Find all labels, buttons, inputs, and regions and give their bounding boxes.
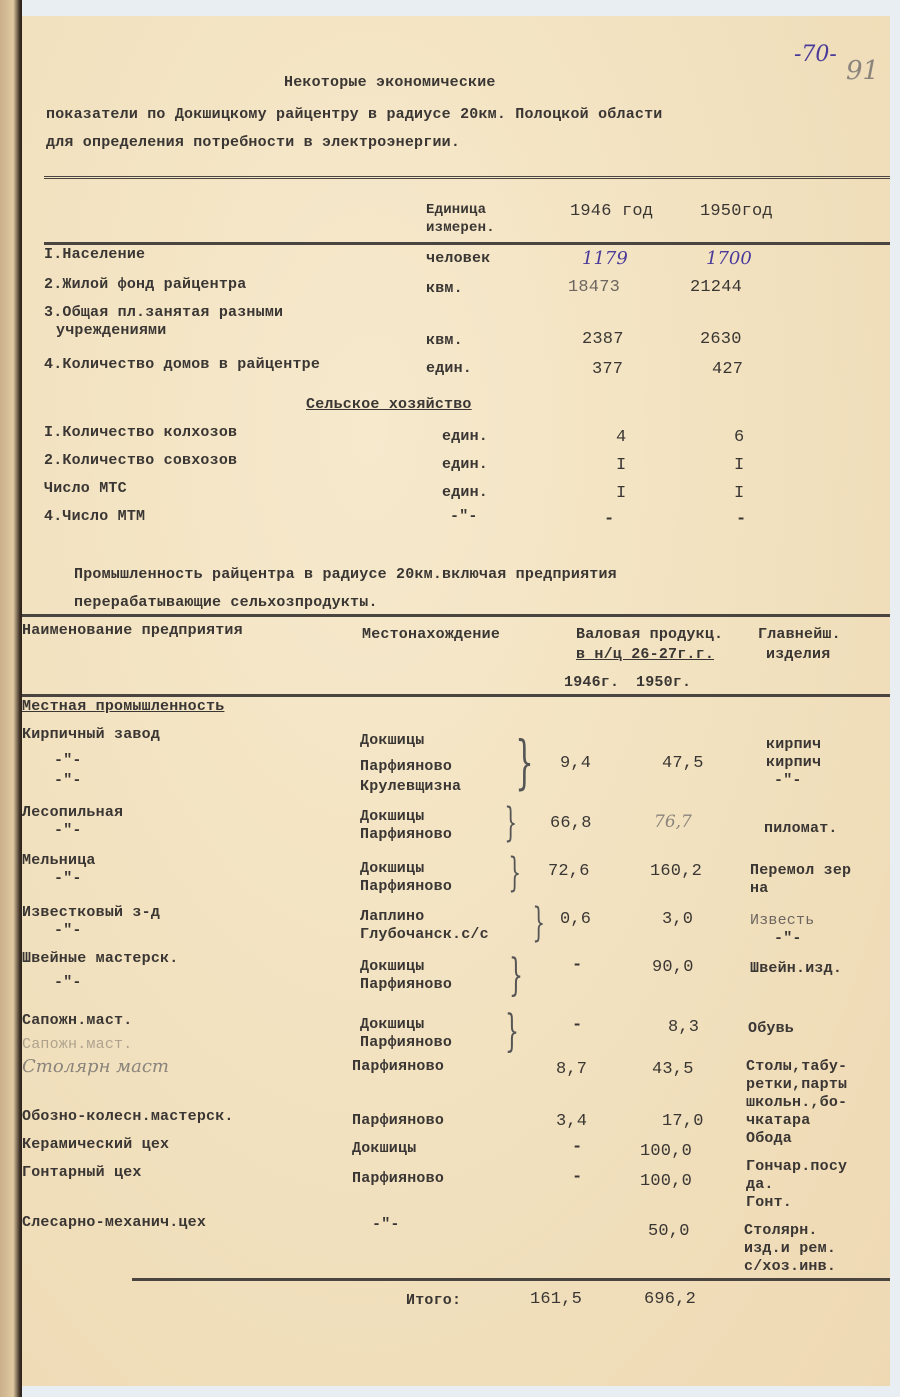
total-1946: 161,5 <box>530 1290 583 1309</box>
row-label: I.Количество колхозов <box>44 424 238 441</box>
location: Парфияново <box>360 878 453 895</box>
value-1950: 100,0 <box>640 1172 693 1191</box>
brace-icon: } <box>515 728 534 796</box>
row-value-1946: 2387 <box>582 330 624 349</box>
location: Парфияново <box>360 1034 453 1051</box>
title-divider <box>44 176 890 182</box>
value-1946: 9,4 <box>560 754 592 773</box>
enterprise-name: Обозно-колесн.мастерск. <box>22 1108 234 1125</box>
enterprise-name: -"- <box>54 870 82 887</box>
row-label: 4.Число МТМ <box>44 508 146 525</box>
row-value-1946: 377 <box>592 360 624 379</box>
row-unit: един. <box>442 428 489 445</box>
location: Лаплино <box>360 908 425 925</box>
product: -"- <box>774 772 802 789</box>
value-1946: 3,4 <box>556 1112 588 1131</box>
value-1950: 160,2 <box>650 862 703 881</box>
product: да. <box>746 1176 774 1193</box>
enterprise-name: -"- <box>54 772 82 789</box>
product: ретки,парты <box>746 1076 848 1093</box>
product: Известь <box>750 912 815 929</box>
product: чкатара <box>746 1112 811 1129</box>
location: -"- <box>372 1216 400 1233</box>
row-label: I.Население <box>44 246 146 263</box>
value-1950: 3,0 <box>662 910 694 929</box>
row-label: 2.Количество совхозов <box>44 452 238 469</box>
product: на <box>750 880 769 897</box>
product: кирпич <box>766 736 822 753</box>
header-unit: Единица <box>426 202 487 218</box>
value-1946: 8,7 <box>556 1060 588 1079</box>
location: Докшицы <box>360 1016 425 1033</box>
archive-page-number-ink: -70- <box>794 42 837 67</box>
value-1950: 76,7 <box>654 812 692 832</box>
enterprise-name: Слесарно-механич.цех <box>22 1214 207 1231</box>
brace-icon: } <box>505 1006 519 1057</box>
location: Докшицы <box>352 1140 417 1157</box>
value-1950: 17,0 <box>662 1112 704 1131</box>
row-value-1950: 2630 <box>700 330 742 349</box>
row-value-1950: 21244 <box>690 278 743 297</box>
table1-header-rule <box>44 242 890 245</box>
value-1950: 47,5 <box>662 754 704 773</box>
brace-icon: } <box>532 900 546 946</box>
enterprise-name: Лесопильная <box>22 804 124 821</box>
title-line-2: показатели по Докшицкому райцентру в радиусе 20км. Полоцкой области <box>46 106 663 123</box>
location: Докшицы <box>360 808 425 825</box>
row-unit: квм. <box>426 280 463 297</box>
value-1950: 50,0 <box>648 1222 690 1241</box>
header-1946: 1946г. <box>564 674 620 691</box>
value-1946: 66,8 <box>550 814 592 833</box>
industry-intro-1: Промышленность райцентра в радиусе 20км.включая предприятия <box>74 566 617 583</box>
enterprise-name: Швейные мастерск. <box>22 950 179 967</box>
value-1950: 100,0 <box>640 1142 693 1161</box>
row-unit: един. <box>442 456 489 473</box>
product: кирпич <box>766 754 822 771</box>
location: Докшицы <box>360 958 425 975</box>
total-1950: 696,2 <box>644 1290 697 1309</box>
value-1946: - <box>572 1016 583 1035</box>
value-1946: 0,6 <box>560 910 592 929</box>
total-rule <box>132 1278 890 1281</box>
header-gross-2: в н/ц 26-27г.г. <box>576 646 715 663</box>
industry-intro-2: перерабатывающие сельхозпродукты. <box>74 594 378 611</box>
book-binding <box>0 0 22 1397</box>
header-enterprise-name: Наименование предприятия <box>22 622 243 639</box>
location: Парфияново <box>352 1170 445 1187</box>
enterprise-name: -"- <box>54 922 82 939</box>
product: пиломат. <box>764 820 838 837</box>
brace-icon: } <box>509 950 523 1001</box>
value-1946: - <box>572 956 583 975</box>
location: Докшицы <box>360 860 425 877</box>
row-label: 2.Жилой фонд райцентра <box>44 276 247 293</box>
row-value-1950: 427 <box>712 360 744 379</box>
row-value-1946: - <box>604 510 615 529</box>
title-line-1: Некоторые экономические <box>284 74 496 91</box>
header-main-1: Главнейш. <box>758 626 841 643</box>
location: Парфияново <box>360 758 453 775</box>
header-1950: 1950год <box>700 202 773 221</box>
row-value-1950: I <box>734 484 745 503</box>
row-unit: квм. <box>426 332 463 349</box>
row-label: Число МТС <box>44 480 127 497</box>
product: -"- <box>774 930 802 947</box>
document-page <box>22 16 890 1386</box>
row-value-1946: I <box>616 456 627 475</box>
header-location: Местонахождение <box>362 626 501 643</box>
enterprise-name-handwritten: Столярн маст <box>22 1056 169 1077</box>
product: Гончар.посу <box>746 1158 848 1175</box>
row-value-1946: 4 <box>616 428 627 447</box>
location: Парфияново <box>360 826 453 843</box>
row-value-1946: 18473 <box>568 278 621 297</box>
archive-page-number-pencil: 91 <box>846 56 880 86</box>
header-gross-1: Валовая продукц. <box>576 626 724 643</box>
enterprise-name: Известковый з-д <box>22 904 161 921</box>
enterprise-name: -"- <box>54 974 82 991</box>
row-label-continued: учреждениями <box>56 322 167 339</box>
enterprise-name: Сапожн.маст. <box>22 1012 133 1029</box>
row-value-1950: 1700 <box>706 248 752 269</box>
header-main-2: изделия <box>766 646 831 663</box>
brace-icon: } <box>504 800 518 846</box>
header-1946: 1946 год <box>570 202 654 221</box>
value-1950: 8,3 <box>668 1018 700 1037</box>
enterprise-name: Мельница <box>22 852 96 869</box>
location: Парфияново <box>352 1112 445 1129</box>
value-1946: - <box>572 1168 583 1187</box>
row-unit: един. <box>426 360 473 377</box>
location: Парфияново <box>352 1058 445 1075</box>
product: Обувь <box>748 1020 795 1037</box>
value-1946: - <box>572 1138 583 1157</box>
row-value-1950: - <box>736 510 747 529</box>
product: школьн.,бо- <box>746 1094 848 1111</box>
product: Обода <box>746 1130 793 1147</box>
product: Столярн. <box>744 1222 818 1239</box>
row-label: 4.Количество домов в райцентре <box>44 356 321 373</box>
location: Парфияново <box>360 976 453 993</box>
product: Столы,табу- <box>746 1058 848 1075</box>
industry-header-top-rule <box>22 614 890 617</box>
value-1950: 43,5 <box>652 1060 694 1079</box>
title-line-3: для определения потребности в электроэнергии. <box>46 134 461 151</box>
row-label: 3.Общая пл.занятая разными <box>44 304 284 321</box>
row-value-1950: 6 <box>734 428 745 447</box>
product: с/хоз.инв. <box>744 1258 837 1275</box>
row-unit: человек <box>426 250 491 267</box>
enterprise-name: Керамический цех <box>22 1136 170 1153</box>
row-unit: един. <box>442 484 489 501</box>
section-local-industry: Местная промышленность <box>22 698 225 715</box>
enterprise-name: Гонтарный цех <box>22 1164 142 1181</box>
product: Перемол зер <box>750 862 852 879</box>
row-unit: -"- <box>450 508 478 525</box>
enterprise-name: Кирпичный завод <box>22 726 161 743</box>
enterprise-name: -"- <box>54 822 82 839</box>
location: Крулевщизна <box>360 778 462 795</box>
value-1946: 72,6 <box>548 862 590 881</box>
brace-icon: } <box>508 850 522 896</box>
industry-header-bottom-rule <box>22 694 890 697</box>
header-1950: 1950г. <box>636 674 692 691</box>
product: Гонт. <box>746 1194 793 1211</box>
location: Докшицы <box>360 732 425 749</box>
product: изд.и рем. <box>744 1240 837 1257</box>
value-1950: 90,0 <box>652 958 694 977</box>
row-value-1950: I <box>734 456 745 475</box>
row-value-1946: 1179 <box>582 248 628 269</box>
enterprise-name-crossed: Сапожн.маст. <box>22 1036 133 1053</box>
total-label: Итого: <box>406 1292 462 1309</box>
section-agriculture: Сельское хозяйство <box>306 396 472 413</box>
row-value-1946: I <box>616 484 627 503</box>
enterprise-name: -"- <box>54 752 82 769</box>
location: Глубочанск.с/с <box>360 926 489 943</box>
header-unit-2: измерен. <box>426 220 495 236</box>
product: Швейн.изд. <box>750 960 843 977</box>
